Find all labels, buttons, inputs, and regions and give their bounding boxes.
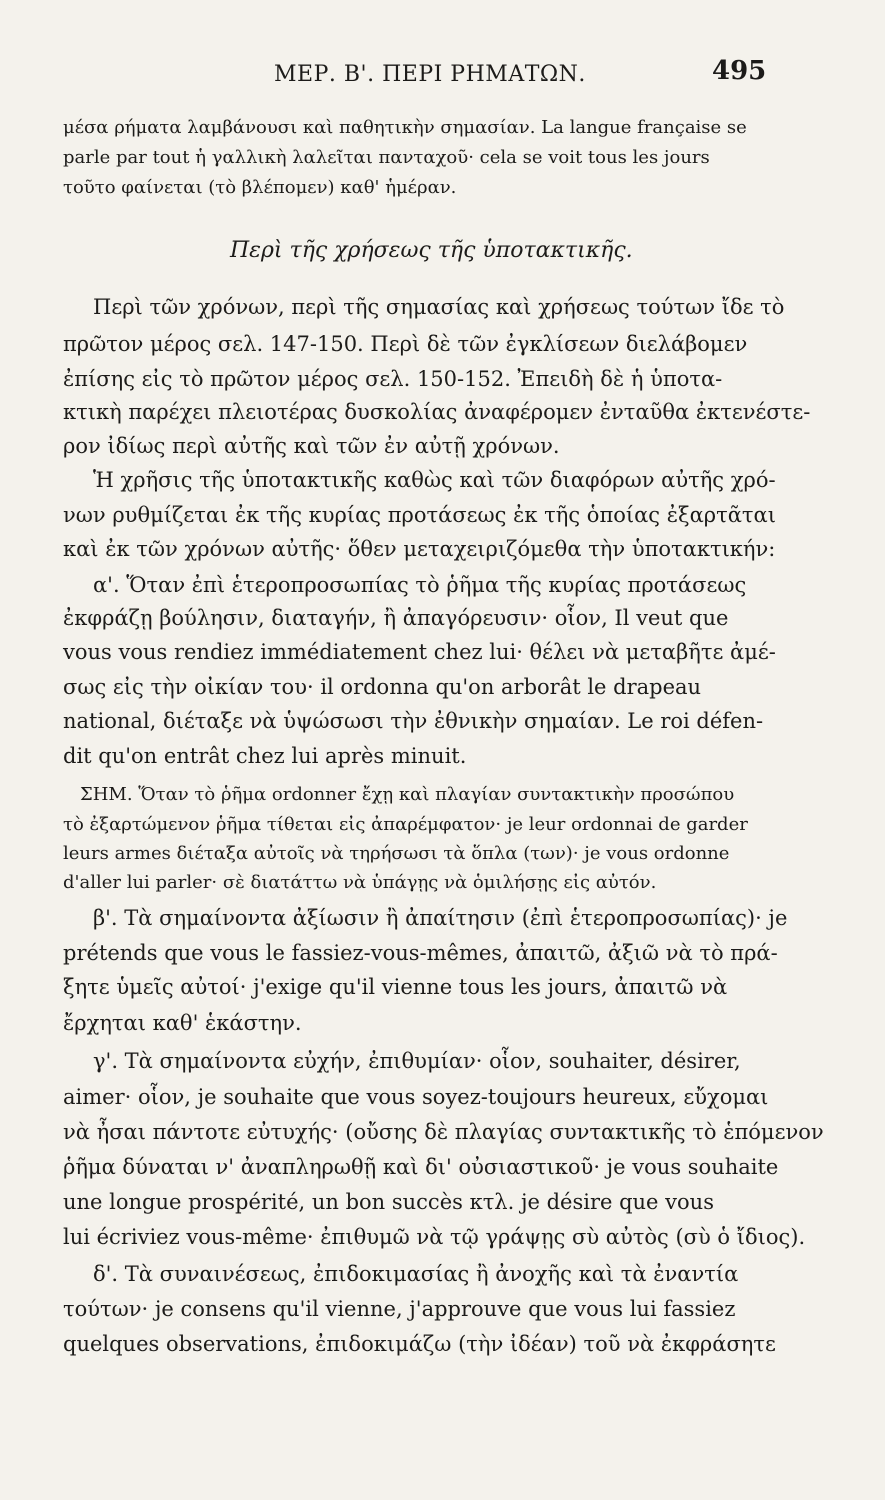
text-line: τοῦτο φαίνεται (τὸ βλέπομεν) καθ' ἡμέραν. bbox=[63, 177, 457, 198]
text-line: vous vous rendiez immédiatement chez lui· θέλει νὰ μεταβῆτε ἀμέ- bbox=[63, 640, 776, 664]
text-line: γ'. Τὰ σημαίνοντα εὐχήν, ἐπιθυμίαν· οἷον, souhaiter, désirer, bbox=[93, 1049, 741, 1073]
text-line: β'. Τὰ σημαίνοντα ἀξίωσιν ἢ ἀπαίτησιν (ἐπὶ ἑτεροπροσωπίας)· je bbox=[93, 906, 788, 930]
text-line: leurs armes διέταξα αὐτοῖς νὰ τηρήσωσι τὰ ὅπλα (των)· je vous ordonne bbox=[63, 843, 730, 864]
text-line: σως εἰς τὴν οἰκίαν του· il ordonna qu'on arborât le drapeau bbox=[63, 675, 702, 699]
text-line: prétends que vous le fassiez-vous-mêmes, ἀπαιτῶ, ἀξιῶ νὰ τὸ πρά- bbox=[63, 941, 778, 965]
text-line: d'aller lui parler· σὲ διατάττω νὰ ὑπάγῃς νὰ ὁμιλήσῃς εἰς αὐτόν. bbox=[63, 872, 657, 893]
text-line: νὰ ἦσαι πάντοτε εὐτυχής· (οὔσης δὲ πλαγίας συντακτικῆς τὸ ἑπόμενον bbox=[63, 1120, 824, 1144]
text-line: ρον ἰδίως περὶ αὐτῆς καὶ τῶν ἐν αὐτῇ χρόνων. bbox=[63, 434, 560, 458]
text-line: lui écriviez vous-même· ἐπιθυμῶ νὰ τῷ γράψῃς σὺ αὐτὸς (σὺ ὁ ἴδιος). bbox=[63, 1225, 806, 1249]
text-line: aimer· οἷον, je souhaite que vous soyez-toujours heureux, εὔχομαι bbox=[63, 1085, 769, 1109]
text-line: ἔρχηται καθ' ἑκάστην. bbox=[63, 1011, 302, 1035]
text-line: νων ρυθμίζεται ἐκ τῆς κυρίας προτάσεως ἐκ τῆς ὁποίας ἐξαρτᾶται bbox=[63, 503, 776, 527]
text-line: δ'. Τὰ συναινέσεως, ἐπιδοκιμασίας ἢ ἀνοχῆς καὶ τὰ ἐναντία bbox=[93, 1262, 739, 1286]
text-line: Περὶ τῶν χρόνων, περὶ τῆς σημασίας καὶ χρήσεως τούτων ἴδε τὸ bbox=[93, 295, 785, 319]
section-heading: Περὶ τῆς χρήσεως τῆς ὑποτακτικῆς. bbox=[230, 238, 633, 263]
text-line: α'. Ὅταν ἐπὶ ἑτεροπροσωπίας τὸ ῥῆμα τῆς κυρίας προτάσεως bbox=[93, 573, 747, 597]
page-number: 495 bbox=[712, 56, 767, 86]
text-line: quelques observations, ἐπιδοκιμάζω (τὴν ἰδέαν) τοῦ νὰ ἐκφράσητε bbox=[63, 1332, 776, 1356]
text-line: Ἡ χρῆσις τῆς ὑποτακτικῆς καθὼς καὶ τῶν διαφόρων αὐτῆς χρό- bbox=[93, 468, 776, 492]
text-line: κτικὴ παρέχει πλειοτέρας δυσκολίας ἀναφέρομεν ἐνταῦθα ἐκτενέστε- bbox=[63, 400, 811, 424]
text-line: ἐκφράζῃ βούλησιν, διαταγήν, ἢ ἀπαγόρευσιν· οἷον, Il veut que bbox=[63, 606, 729, 630]
text-line: καὶ ἐκ τῶν χρόνων αὐτῆς· ὅθεν μεταχειριζόμεθα τὴν ὑποτακτικήν: bbox=[63, 537, 776, 561]
text-line: national, διέταξε νὰ ὑψώσωσι τὴν ἐθνικὴν σημαίαν. Le roi défen- bbox=[63, 709, 764, 733]
text-line: parle par tout ἡ γαλλικὴ λαλεῖται πανταχοῦ· cela se voit tous les jours bbox=[63, 147, 710, 168]
text-line: une longue prospérité, un bon succès κτλ. je désire que vous bbox=[63, 1190, 714, 1214]
text-line: ἐπίσης εἰς τὸ πρῶτον μέρος σελ. 150-152. Ἐπειδὴ δὲ ἡ ὑποτα- bbox=[63, 367, 723, 391]
text-line: τὸ ἐξαρτώμενον ῥῆμα τίθεται εἰς ἀπαρέμφατον· je leur ordonnai de garder bbox=[63, 814, 748, 835]
text-line: μέσα ρήματα λαμβάνουσι καὶ παθητικὴν σημασίαν. La langue française se bbox=[63, 117, 747, 138]
text-line: ΣΗΜ. Ὅταν τὸ ῥῆμα ordonner ἔχῃ καὶ πλαγίαν συντακτικὴν προσώπου bbox=[80, 784, 735, 805]
text-line: ῥῆμα δύναται ν' ἀναπληρωθῇ καὶ δι' οὐσιαστικοῦ· je vous souhaite bbox=[63, 1155, 779, 1179]
text-line: dit qu'on entrât chez lui après minuit. bbox=[63, 744, 467, 768]
text-line: πρῶτον μέρος σελ. 147-150. Περὶ δὲ τῶν ἐγκλίσεων διελάβομεν bbox=[63, 332, 748, 356]
text-line: ξητε ὑμεῖς αὐτοί· j'exige qu'il vienne tous les jours, ἀπαιτῶ νὰ bbox=[63, 975, 728, 999]
text-line: τούτων· je consens qu'il vienne, j'approuve que vous lui fassiez bbox=[63, 1297, 736, 1321]
running-head: ΜΕΡ. Β'. ΠΕΡΙ ΡΗΜΑΤΩΝ. bbox=[274, 62, 586, 87]
